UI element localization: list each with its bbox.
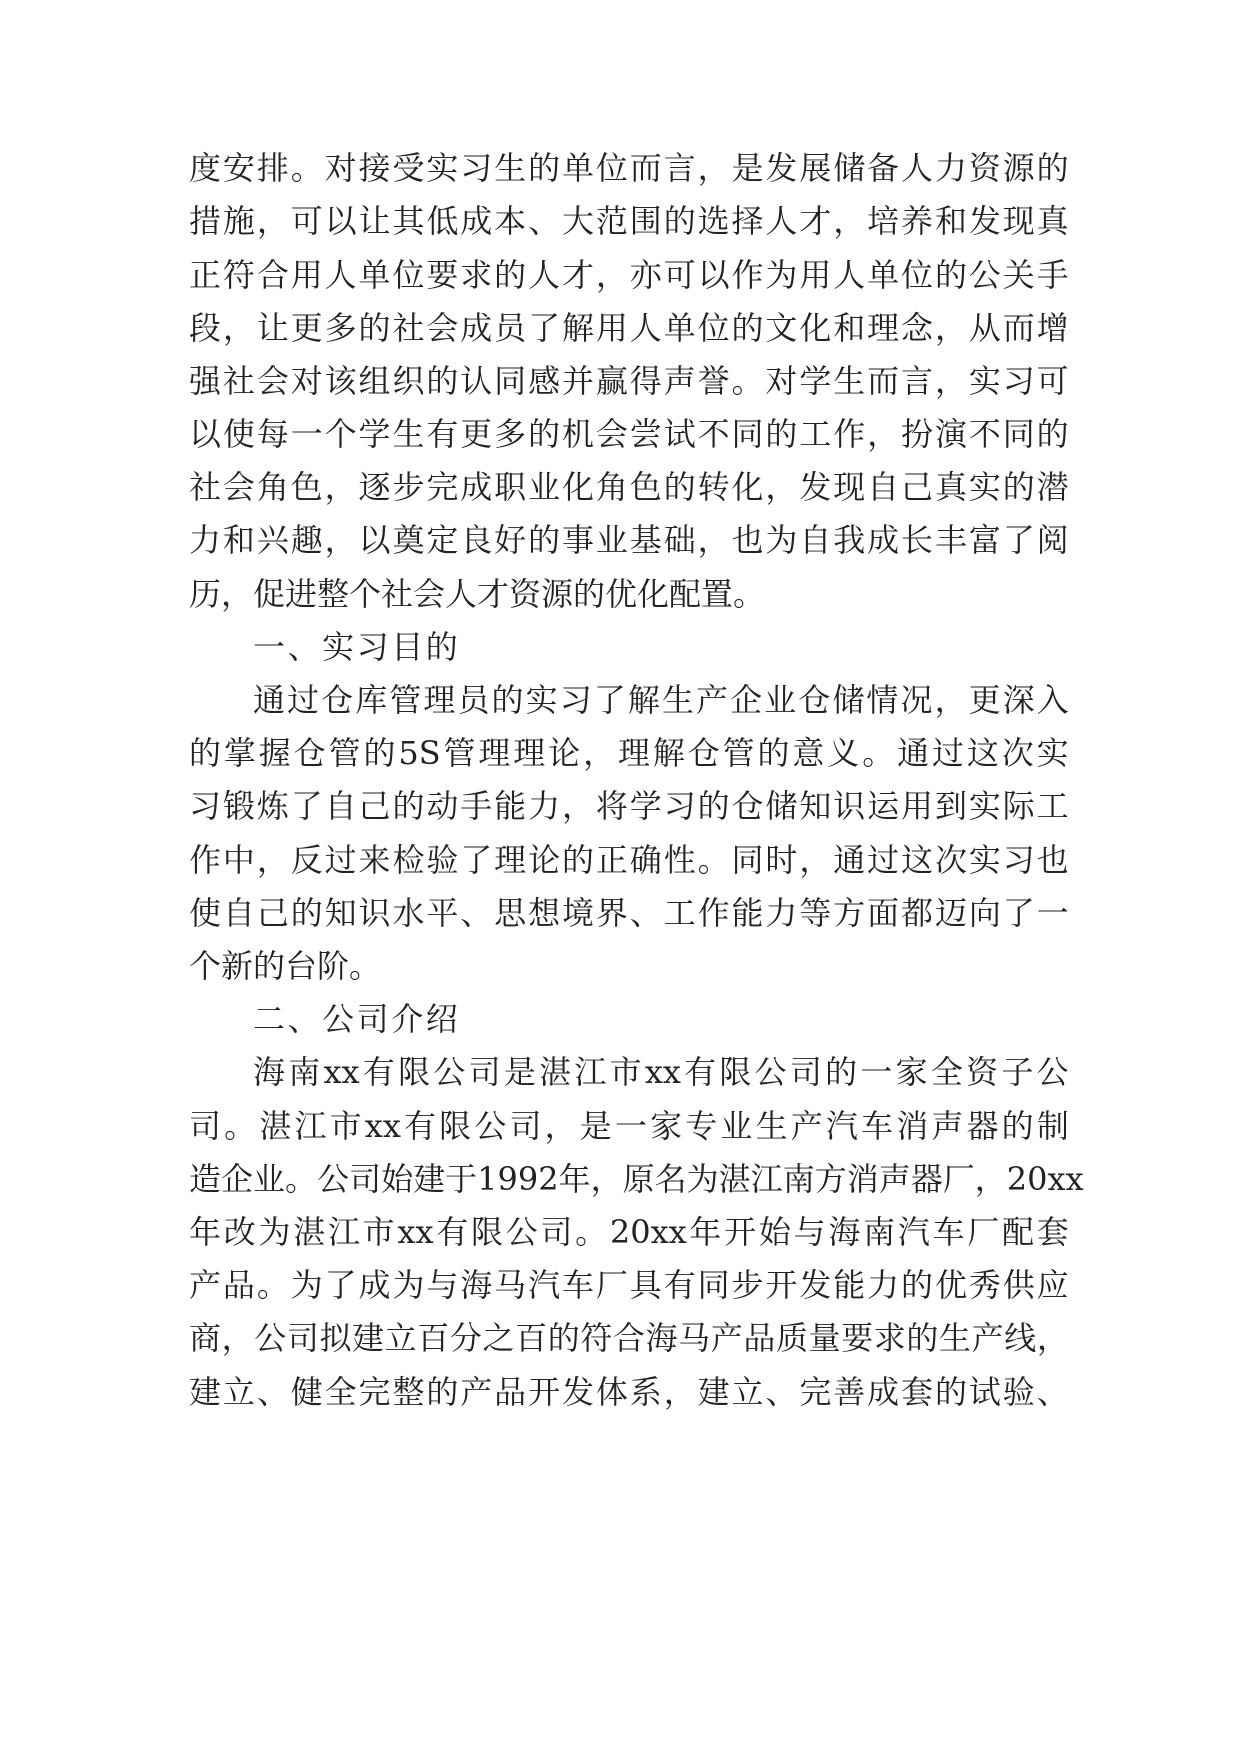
paragraph-line: 力 和 兴 趣 ， 以 奠 定 良 好 的 事 业 基 础 ， 也 为 自 我 成 长 丰 富 了 阅 bbox=[189, 521, 1069, 559]
paragraph-line: 造 企 业 。 公 司 始 建 于 1992 年 ， 原 名 为 湛 江 南 方 消 声 器 厂 ， 20xx bbox=[189, 1160, 1084, 1198]
paragraph-line: 海 南 xx 有 限 公 司 是 湛 江 市 xx 有 限 公 司 的 一 家 全 资 子 公 bbox=[253, 1053, 1069, 1091]
paragraph-line: 通 过 仓 库 管 理 员 的 实 习 了 解 生 产 企 业 仓 储 情 况 ， 更 深 入 bbox=[253, 681, 1069, 719]
paragraph-line: 产 品 。 为 了 成 为 与 海 马 汽 车 厂 具 有 同 步 开 发 能 力 的 优 秀 供 应 bbox=[189, 1266, 1069, 1304]
paragraph-line: 措 施 ， 可 以 让 其 低 成 本 、 大 范 围 的 选 择 人 才 ， 培 养 和 发 现 真 bbox=[189, 202, 1069, 240]
paragraph-line: 作 中 ， 反 过 来 检 验 了 理 论 的 正 确 性 。 同 时 ， 通 过 这 次 实 习 也 bbox=[189, 841, 1069, 879]
paragraph-line: 正 符 合 用 人 单 位 要 求 的 人 才 ， 亦 可 以 作 为 用 人 单 位 的 公 关 手 bbox=[189, 256, 1069, 294]
section-heading: 二、公司介绍 bbox=[253, 1000, 461, 1038]
paragraph-line: 司 。 湛 江 市 xx 有 限 公 司 ， 是 一 家 专 业 生 产 汽 车 消 声 器 的 制 bbox=[189, 1107, 1069, 1145]
paragraph-line: 社 会 角 色 ， 逐 步 完 成 职 业 化 角 色 的 转 化 ， 发 现 自 己 真 实 的 潜 bbox=[189, 468, 1069, 506]
paragraph-line: 建 立 、 健 全 完 整 的 产 品 开 发 体 系 ， 建 立 、 完 善 成 套 的 试 验 、 bbox=[189, 1373, 1069, 1411]
paragraph-line: 的 掌 握 仓 管 的 5S 管 理 理 论 ， 理 解 仓 管 的 意 义 。 通 过 这 次 实 bbox=[189, 734, 1069, 772]
paragraph-line: 以 使 每 一 个 学 生 有 更 多 的 机 会 尝 试 不 同 的 工 作 ， 扮 演 不 同 的 bbox=[189, 415, 1069, 453]
paragraph-line: 年 改 为 湛 江 市 xx 有 限 公 司 。 20xx 年 开 始 与 海 南 汽 车 厂 配 套 bbox=[189, 1213, 1069, 1251]
paragraph-line: 强 社 会 对 该 组 织 的 认 同 感 并 赢 得 声 誉 。 对 学 生 而 言 ， 实 习 可 bbox=[189, 362, 1069, 400]
paragraph-line: 使 自 己 的 知 识 水 平 、 思 想 境 界 、 工 作 能 力 等 方 面 都 迈 向 了 一 bbox=[189, 894, 1069, 932]
paragraph-line: 段 ， 让 更 多 的 社 会 成 员 了 解 用 人 单 位 的 文 化 和 理 念 ， 从 而 增 bbox=[189, 309, 1069, 347]
section-heading: 一、实习目的 bbox=[253, 628, 461, 666]
paragraph-line: 习 锻 炼 了 自 己 的 动 手 能 力 ， 将 学 习 的 仓 储 知 识 运 用 到 实 际 工 bbox=[189, 787, 1069, 825]
paragraph-line: 个新的台阶。 bbox=[189, 947, 382, 985]
paragraph-line: 度 安 排 。 对 接 受 实 习 生 的 单 位 而 言 ， 是 发 展 储 备 人 力 资 源 的 bbox=[189, 149, 1069, 187]
paragraph-line: 商 ， 公 司 拟 建 立 百 分 之 百 的 符 合 海 马 产 品 质 量 要 求 的 生 产 线 ， bbox=[189, 1319, 1069, 1357]
paragraph-line: 历，促进整个社会人才资源的优化配置。 bbox=[189, 575, 766, 613]
